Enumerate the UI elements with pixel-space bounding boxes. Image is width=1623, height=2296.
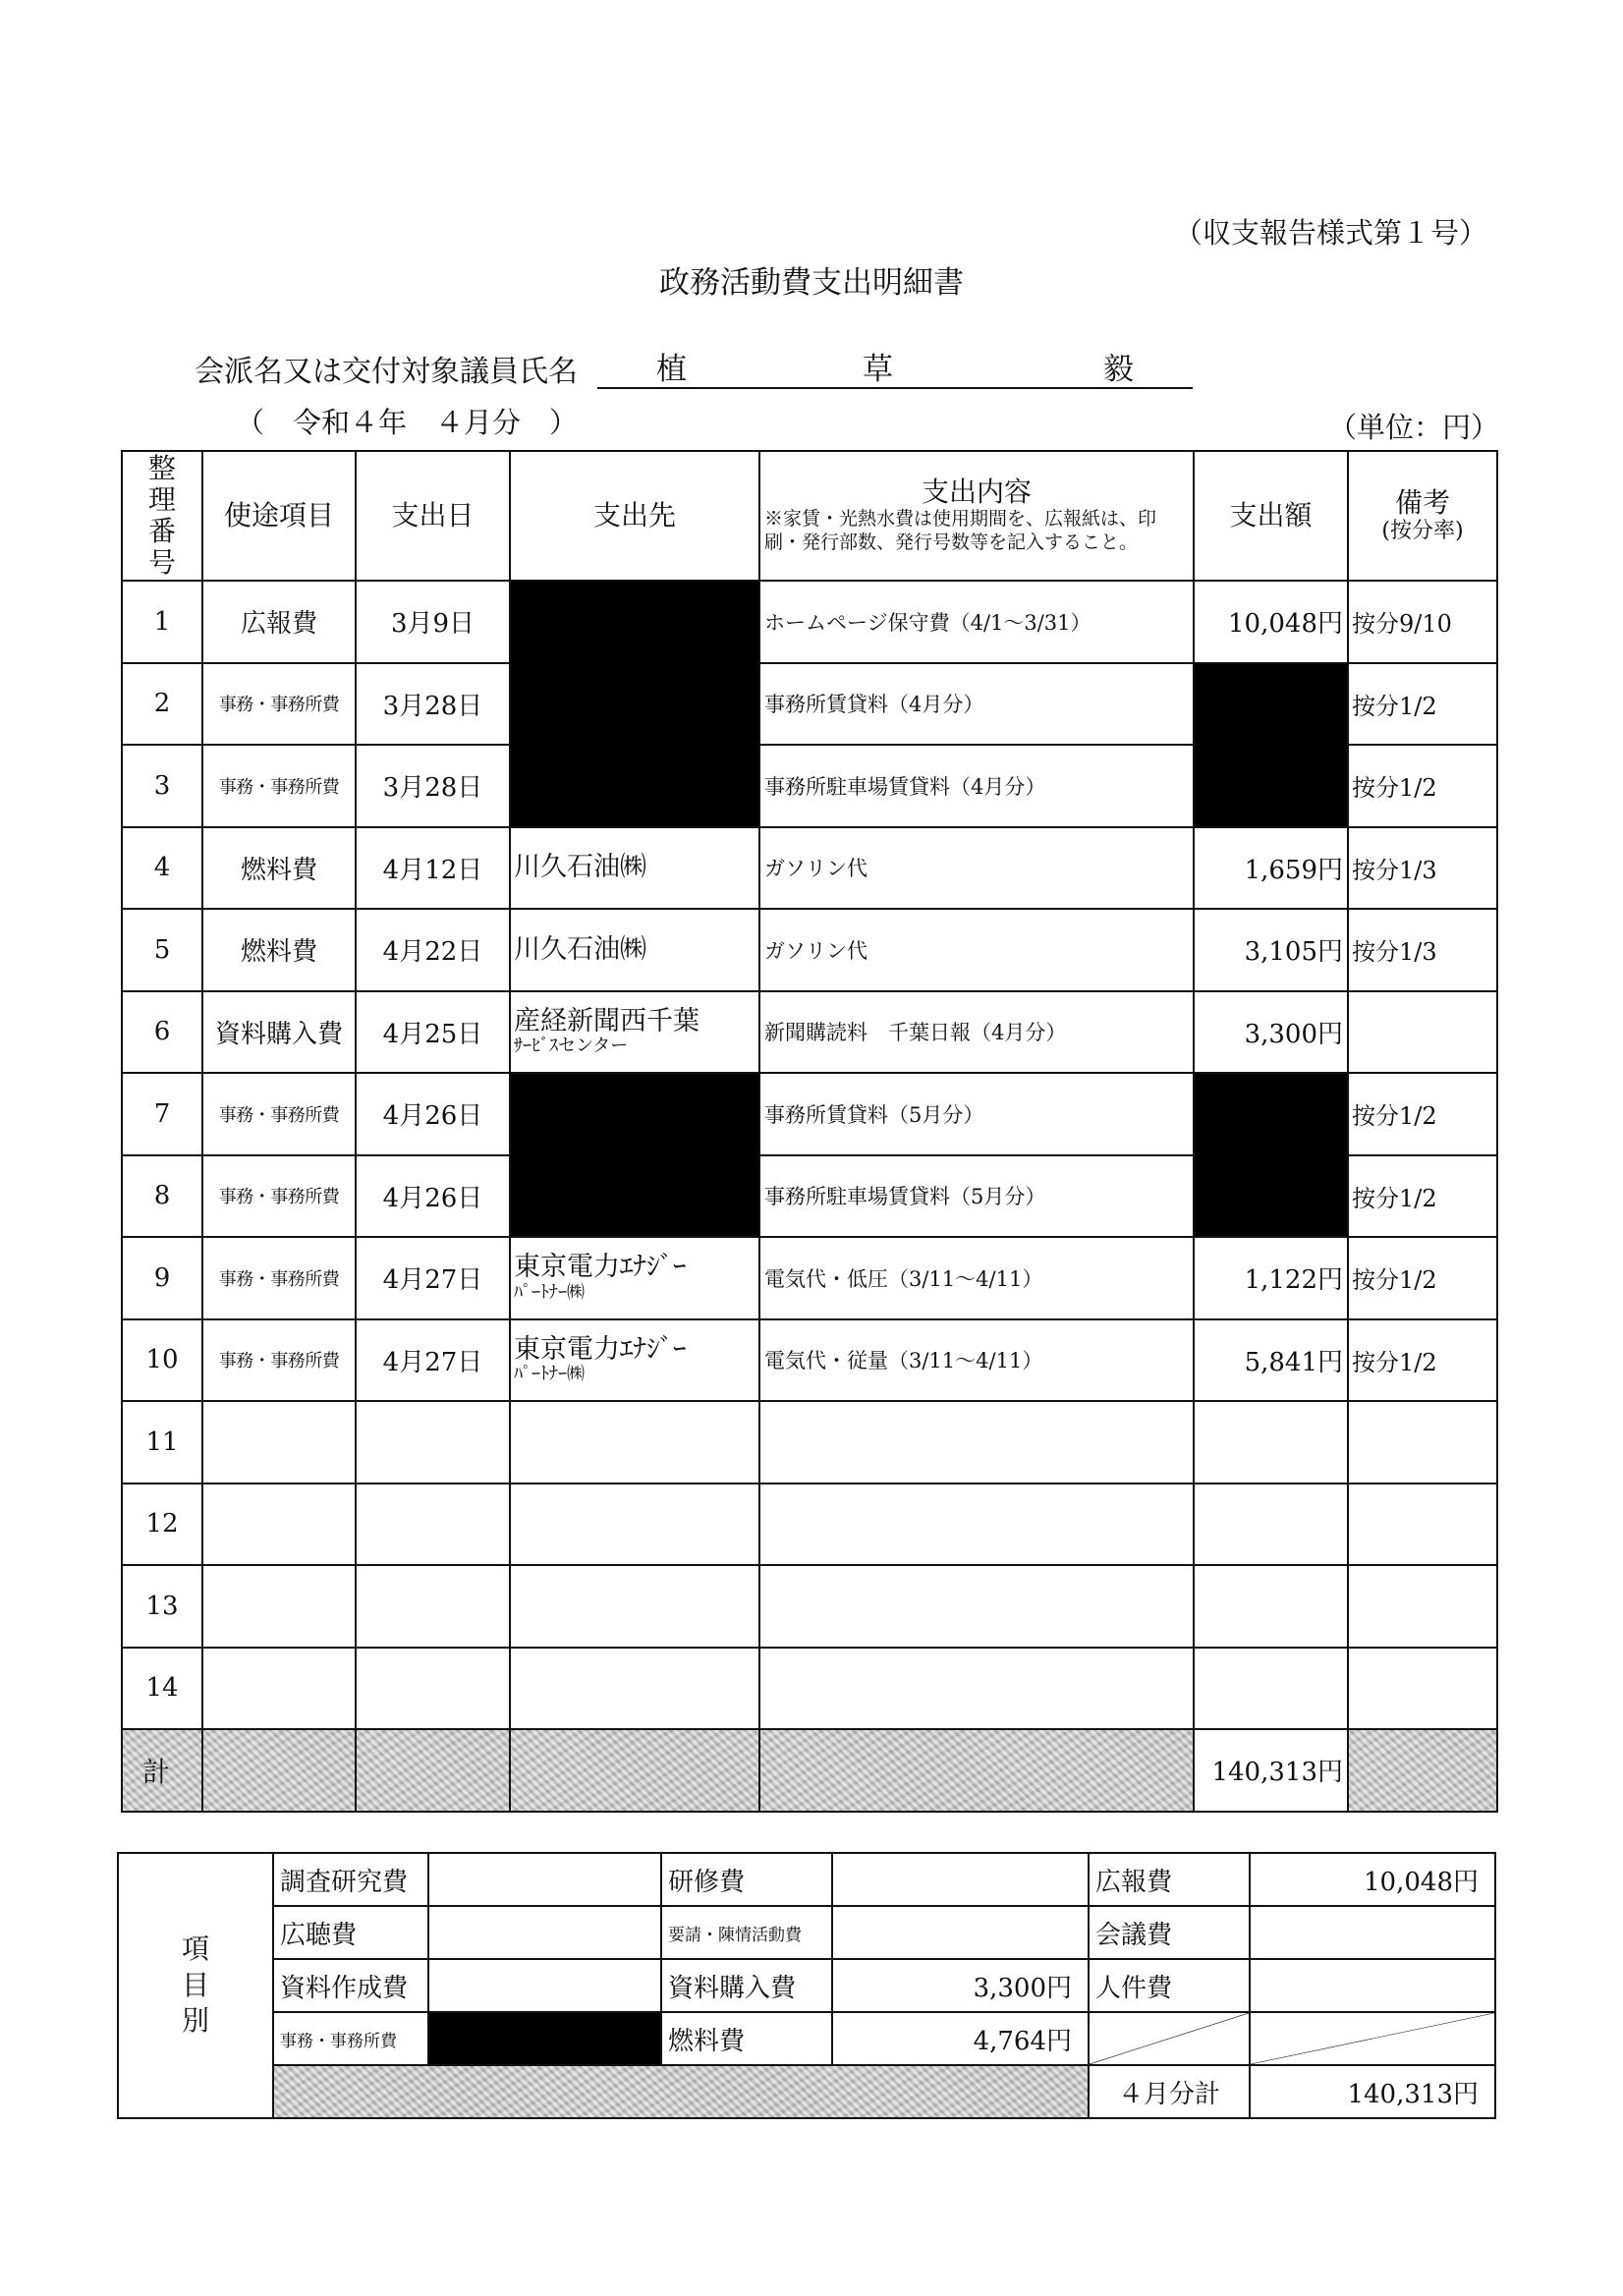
remarks: 按分1/2 bbox=[1348, 663, 1497, 746]
row-number: 4 bbox=[122, 827, 202, 910]
cat-materials-creation: 資料作成費 bbox=[273, 1959, 428, 2012]
expense-date: 4月27日 bbox=[356, 1237, 510, 1319]
use-category: 燃料費 bbox=[202, 827, 356, 910]
total-row bbox=[122, 1729, 1497, 1812]
name-char-2: 草 bbox=[863, 352, 893, 387]
payee bbox=[510, 1648, 759, 1730]
expense-date: 4月26日 bbox=[356, 1073, 510, 1155]
cat-research: 調査研究費 bbox=[273, 1853, 428, 1906]
table-row bbox=[122, 1648, 1497, 1730]
table-row bbox=[122, 1237, 1497, 1319]
cat-meeting: 会議費 bbox=[1089, 1906, 1250, 1959]
cat-petition: 要請・陳情活動費 bbox=[661, 1906, 832, 1959]
remarks bbox=[1348, 1484, 1497, 1566]
gray-cell bbox=[510, 1729, 759, 1812]
expense-table bbox=[121, 450, 1498, 1813]
cat-hearing-amount bbox=[428, 1906, 661, 1959]
use-category: 事務・事務所費 bbox=[202, 1319, 356, 1402]
header-content-title: 支出内容 bbox=[921, 476, 1032, 509]
header-row bbox=[122, 451, 1497, 581]
expense-content: ガソリン代 bbox=[759, 827, 1194, 910]
header-remarks: 備考 (按分率) bbox=[1348, 451, 1497, 581]
payee-name: 東京電力ｴﾅｼﾞｰ bbox=[514, 1252, 687, 1283]
header-remarks-sub: (按分率) bbox=[1381, 519, 1464, 544]
row-number: 13 bbox=[122, 1565, 202, 1648]
expense-date: 3月28日 bbox=[356, 663, 510, 746]
total-label: 計 bbox=[122, 1729, 202, 1812]
payee-name: 産経新聞西千葉 bbox=[514, 1005, 700, 1036]
expense-content: 事務所賃貸料（5月分） bbox=[759, 1073, 1194, 1155]
unit-label: （単位：円） bbox=[1328, 411, 1500, 444]
expense-content: ガソリン代 bbox=[759, 909, 1194, 991]
cat-materials-purchase-amount: 3,300円 bbox=[832, 1959, 1089, 2012]
remarks: 按分1/2 bbox=[1348, 1073, 1497, 1155]
header-date: 支出日 bbox=[356, 451, 510, 581]
payee-name-line2: ﾊﾟｰﾄﾅｰ㈱ bbox=[514, 1281, 585, 1303]
remarks: 按分1/3 bbox=[1348, 827, 1497, 910]
expense-date: 3月9日 bbox=[356, 581, 510, 663]
cat-fuel-amount: 4,764円 bbox=[832, 2012, 1089, 2065]
payee bbox=[510, 1319, 759, 1402]
payee bbox=[510, 1565, 759, 1648]
form-number: （収支報告様式第１号） bbox=[1174, 216, 1488, 250]
row-number: 1 bbox=[122, 581, 202, 663]
diagonal-cell bbox=[1250, 2012, 1495, 2065]
expense-amount: 1,122円 bbox=[1194, 1237, 1348, 1319]
redacted-payee bbox=[510, 581, 759, 827]
member-name bbox=[597, 344, 1193, 389]
use-category bbox=[202, 1565, 356, 1648]
header-payee: 支出先 bbox=[510, 451, 759, 581]
cat-materials-creation-amount bbox=[428, 1959, 661, 2012]
header-no: 整理番号 bbox=[122, 451, 202, 581]
gray-cell bbox=[356, 1729, 510, 1812]
redacted-amount bbox=[1194, 1073, 1348, 1237]
cat-meeting-amount bbox=[1250, 1906, 1495, 1959]
table-row bbox=[122, 1319, 1497, 1402]
expense-amount: 3,105円 bbox=[1194, 909, 1348, 991]
row-number: 2 bbox=[122, 663, 202, 746]
category-summary-table bbox=[117, 1852, 1496, 2119]
expense-content: 新聞購読料 千葉日報（4月分） bbox=[759, 991, 1194, 1074]
table-row bbox=[122, 827, 1497, 910]
month-total-label: ４月分計 bbox=[1089, 2065, 1250, 2118]
gray-cell bbox=[759, 1729, 1194, 1812]
expense-date: 4月25日 bbox=[356, 991, 510, 1074]
use-category: 燃料費 bbox=[202, 909, 356, 991]
row-number: 11 bbox=[122, 1401, 202, 1484]
use-category: 事務・事務所費 bbox=[202, 745, 356, 827]
payee bbox=[510, 827, 759, 910]
cat-office: 事務・事務所費 bbox=[273, 2012, 428, 2065]
row-number: 8 bbox=[122, 1155, 202, 1238]
expense-date: 4月22日 bbox=[356, 909, 510, 991]
cat-personnel: 人件費 bbox=[1089, 1959, 1250, 2012]
cat-hearing: 広聴費 bbox=[273, 1906, 428, 1959]
remarks: 按分1/2 bbox=[1348, 1237, 1497, 1319]
name-label: 会派名又は交付対象議員氏名 bbox=[195, 355, 578, 389]
expense-amount bbox=[1194, 1484, 1348, 1566]
expense-content: 事務所駐車場賃貸料（4月分） bbox=[759, 745, 1194, 827]
cat-publicity: 広報費 bbox=[1089, 1853, 1250, 1906]
payee bbox=[510, 991, 759, 1074]
cat-personnel-amount bbox=[1250, 1959, 1495, 2012]
document-title: 政務活動費支出明細書 bbox=[659, 265, 964, 301]
header-content-note: ※家賃・光熱水費は使用期間を、広報紙は、印刷・発行部数、発行号数等を記入すること。 bbox=[764, 508, 1157, 554]
payee bbox=[510, 1401, 759, 1484]
row-number: 7 bbox=[122, 1073, 202, 1155]
gray-cell bbox=[202, 1729, 356, 1812]
table-row bbox=[122, 1484, 1497, 1566]
remarks: 按分9/10 bbox=[1348, 581, 1497, 663]
row-number: 12 bbox=[122, 1484, 202, 1566]
redacted-payee bbox=[510, 1073, 759, 1237]
cat-materials-purchase: 資料購入費 bbox=[661, 1959, 832, 2012]
expense-amount bbox=[1194, 1565, 1348, 1648]
expense-date bbox=[356, 1484, 510, 1566]
row-number: 9 bbox=[122, 1237, 202, 1319]
cat-petition-amount bbox=[832, 1906, 1089, 1959]
use-category bbox=[202, 1484, 356, 1566]
expense-content: 事務所駐車場賃貸料（5月分） bbox=[759, 1155, 1194, 1238]
remarks: 按分1/2 bbox=[1348, 1319, 1497, 1402]
remarks bbox=[1348, 1648, 1497, 1730]
expense-date: 3月28日 bbox=[356, 745, 510, 827]
use-category: 事務・事務所費 bbox=[202, 1155, 356, 1238]
header-content bbox=[759, 451, 1194, 581]
name-char-1: 植 bbox=[656, 352, 687, 387]
use-category: 資料購入費 bbox=[202, 991, 356, 1074]
expense-content bbox=[759, 1484, 1194, 1566]
payee bbox=[510, 1237, 759, 1319]
header-amount: 支出額 bbox=[1194, 451, 1348, 581]
cat-fuel: 燃料費 bbox=[661, 2012, 832, 2065]
expense-date bbox=[356, 1565, 510, 1648]
payee-name-line2: ﾊﾟｰﾄﾅｰ㈱ bbox=[514, 1364, 585, 1385]
row-number: 14 bbox=[122, 1648, 202, 1730]
payee-name: 東京電力ｴﾅｼﾞｰ bbox=[514, 1333, 687, 1365]
expense-date bbox=[356, 1401, 510, 1484]
cat-publicity-amount: 10,048円 bbox=[1250, 1853, 1495, 1906]
month-total-amount: 140,313円 bbox=[1250, 2065, 1495, 2118]
use-category: 事務・事務所費 bbox=[202, 1073, 356, 1155]
cat-research-amount bbox=[428, 1853, 661, 1906]
expense-amount: 10,048円 bbox=[1194, 581, 1348, 663]
expense-date: 4月12日 bbox=[356, 827, 510, 910]
remarks bbox=[1348, 1401, 1497, 1484]
gray-cell bbox=[1348, 1729, 1497, 1812]
row-number: 3 bbox=[122, 745, 202, 827]
name-char-3: 毅 bbox=[1103, 352, 1134, 387]
expense-date bbox=[356, 1648, 510, 1730]
category-label: 項目別 bbox=[118, 1853, 273, 2118]
table-row bbox=[122, 1401, 1497, 1484]
expense-content bbox=[759, 1565, 1194, 1648]
report-period: （ 令和４年 ４月分 ） bbox=[236, 406, 579, 439]
use-category: 事務・事務所費 bbox=[202, 663, 356, 746]
redacted-amount bbox=[1194, 663, 1348, 827]
expense-content: ホームページ保守費（4/1～3/31） bbox=[759, 581, 1194, 663]
expense-content: 電気代・低圧（3/11～4/11） bbox=[759, 1237, 1194, 1319]
cat-training: 研修費 bbox=[661, 1853, 832, 1906]
table-row bbox=[122, 663, 1497, 746]
payee-name-line2: ｻｰﾋﾞｽセンター bbox=[514, 1036, 629, 1057]
table-row bbox=[122, 1565, 1497, 1648]
expense-amount bbox=[1194, 1401, 1348, 1484]
gray-cell bbox=[273, 2065, 1089, 2118]
table-row bbox=[122, 1073, 1497, 1155]
payee bbox=[510, 909, 759, 991]
table-row bbox=[122, 581, 1497, 663]
cat-training-amount bbox=[832, 1853, 1089, 1906]
row-number: 5 bbox=[122, 909, 202, 991]
expense-content bbox=[759, 1648, 1194, 1730]
header-use: 使途項目 bbox=[202, 451, 356, 581]
remarks bbox=[1348, 991, 1497, 1074]
expense-content bbox=[759, 1401, 1194, 1484]
expense-date: 4月26日 bbox=[356, 1155, 510, 1238]
expense-date: 4月27日 bbox=[356, 1319, 510, 1402]
table-row bbox=[122, 991, 1497, 1074]
remarks bbox=[1348, 1565, 1497, 1648]
expense-content: 事務所賃貸料（4月分） bbox=[759, 663, 1194, 746]
expense-amount: 1,659円 bbox=[1194, 827, 1348, 910]
total-amount: 140,313円 bbox=[1194, 1729, 1348, 1812]
remarks: 按分1/2 bbox=[1348, 1155, 1497, 1238]
row-number: 10 bbox=[122, 1319, 202, 1402]
expense-amount: 3,300円 bbox=[1194, 991, 1348, 1074]
expense-content: 電気代・従量（3/11～4/11） bbox=[759, 1319, 1194, 1402]
row-number: 6 bbox=[122, 991, 202, 1074]
expense-amount bbox=[1194, 1648, 1348, 1730]
use-category: 事務・事務所費 bbox=[202, 1237, 356, 1319]
payee-name: 川久石油㈱ bbox=[514, 933, 646, 965]
use-category bbox=[202, 1401, 356, 1484]
remarks: 按分1/3 bbox=[1348, 909, 1497, 991]
payee-name: 川久石油㈱ bbox=[514, 852, 646, 883]
use-category bbox=[202, 1648, 356, 1730]
table-row bbox=[122, 909, 1497, 991]
use-category: 広報費 bbox=[202, 581, 356, 663]
redacted-amount bbox=[428, 2012, 661, 2065]
remarks: 按分1/2 bbox=[1348, 745, 1497, 827]
diagonal-cell bbox=[1089, 2012, 1250, 2065]
expense-amount: 5,841円 bbox=[1194, 1319, 1348, 1402]
payee bbox=[510, 1484, 759, 1566]
